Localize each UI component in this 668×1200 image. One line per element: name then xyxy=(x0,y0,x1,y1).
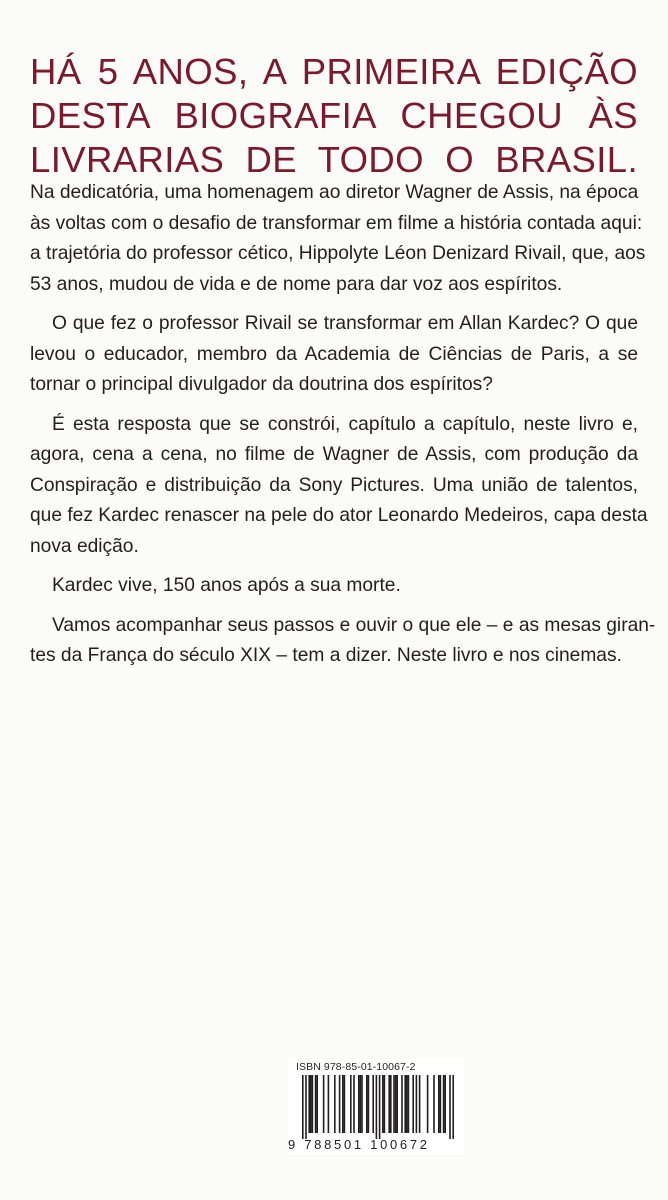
barcode-bar xyxy=(339,1075,341,1133)
text-line: agora, cena a cena, no filme de Wagner de Assis, com produção da xyxy=(30,444,638,465)
barcode-bar xyxy=(310,1075,312,1133)
barcode-bar xyxy=(308,1075,310,1133)
barcode-bar xyxy=(334,1075,336,1133)
barcode-bar xyxy=(316,1075,318,1133)
barcode-bar xyxy=(379,1075,381,1139)
barcode-bar xyxy=(438,1075,440,1133)
barcode-bar xyxy=(360,1075,362,1133)
barcode-bar xyxy=(416,1075,418,1133)
barcode-bar xyxy=(305,1075,307,1139)
barcode-bar xyxy=(342,1075,344,1133)
paragraph-kardec-vive xyxy=(30,571,638,602)
barcode-bar xyxy=(443,1075,445,1133)
text-line: Conspiração e distribuição da Sony Pictures. Uma união de talentos, xyxy=(30,474,638,496)
paragraph-question xyxy=(30,309,638,401)
barcode-bar xyxy=(315,1075,317,1133)
barcode-bar xyxy=(361,1075,363,1133)
barcode-bar xyxy=(384,1075,386,1133)
blurb-body xyxy=(30,178,656,681)
barcode-bar xyxy=(395,1075,397,1133)
text-line: levou o educador, membro da Academia de Ciências de Paris, a se xyxy=(30,343,638,365)
barcode-bar xyxy=(376,1075,378,1139)
text-line: Kardec vive, 150 anos após a sua morte. xyxy=(52,575,401,596)
text-line: às voltas com o desafio de transformar em filme a história contada aqui: xyxy=(30,212,643,234)
barcode-bar xyxy=(406,1075,408,1133)
barcode-bar xyxy=(302,1075,304,1139)
barcode-bar xyxy=(366,1075,368,1133)
barcode-bar xyxy=(388,1075,390,1133)
headline xyxy=(30,50,638,182)
barcode-bar xyxy=(427,1075,429,1133)
paragraph-film xyxy=(30,410,648,563)
barcode-bar xyxy=(404,1075,406,1133)
text-line: tornar o principal divulgador da doutrina dos espíritos? xyxy=(30,374,493,395)
barcode-bar xyxy=(344,1075,346,1133)
barcode-bar xyxy=(353,1075,355,1133)
text-line: É esta resposta que se constrói, capítulo a capítulo, neste livro e, xyxy=(52,413,638,435)
barcode-bar xyxy=(419,1075,421,1133)
text-line: Na dedicatória, uma homenagem ao diretor Wagner de Assis, na época xyxy=(30,182,639,203)
headline-line: DESTA BIOGRAFIA CHEGOU ÀS xyxy=(30,95,638,136)
barcode-bar xyxy=(328,1075,330,1133)
barcode-bar xyxy=(382,1075,384,1133)
barcode-bar xyxy=(440,1075,442,1133)
barcode-digits: 9 788501 100672 xyxy=(288,1137,430,1152)
barcode-bar xyxy=(452,1075,454,1139)
barcode-bar xyxy=(390,1075,392,1133)
paragraph-closing xyxy=(30,611,656,672)
headline-line: LIVRARIAS DE TODO O BRASIL. xyxy=(30,139,638,180)
barcode-bar xyxy=(350,1075,352,1133)
barcode-bars xyxy=(288,1075,464,1139)
paragraph-dedication xyxy=(30,178,646,300)
text-line: tes da França do século XIX – tem a dizer. Neste livro e nos cinemas. xyxy=(30,645,622,666)
barcode-bar xyxy=(396,1075,398,1133)
barcode-bar xyxy=(433,1075,435,1133)
barcode-bar xyxy=(393,1075,395,1133)
barcode-bar xyxy=(372,1075,374,1133)
isbn-barcode xyxy=(288,1059,464,1155)
barcode-bar xyxy=(408,1075,410,1133)
barcode-bar xyxy=(444,1075,446,1133)
headline-line: HÁ 5 ANOS, A PRIMEIRA EDIÇÃO xyxy=(30,51,638,92)
text-line: 53 anos, mudou de vida e de nome para dar voz aos espíritos. xyxy=(30,273,563,295)
barcode-bar xyxy=(312,1075,314,1133)
text-line: O que fez o professor Rivail se transformar em Allan Kardec? O que xyxy=(52,313,638,334)
isbn-label: ISBN 978-85-01-10067-2 xyxy=(296,1061,416,1073)
barcode-bar xyxy=(412,1075,414,1133)
text-line: Vamos acompanhar seus passos e ouvir o que ele – e as mesas giran- xyxy=(52,614,656,636)
barcode-bar xyxy=(449,1075,451,1139)
text-line: que fez Kardec renascer na pele do ator Leonardo Medeiros, capa desta xyxy=(30,505,648,526)
text-line: nova edição. xyxy=(30,535,139,557)
barcode-bar xyxy=(401,1075,403,1133)
text-line: a trajetória do professor cético, Hippolyte Léon Denizard Rivail, que, aos xyxy=(30,243,646,264)
barcode-bar xyxy=(323,1075,325,1133)
barcode-bar xyxy=(368,1075,370,1133)
barcode-bar xyxy=(358,1075,360,1133)
